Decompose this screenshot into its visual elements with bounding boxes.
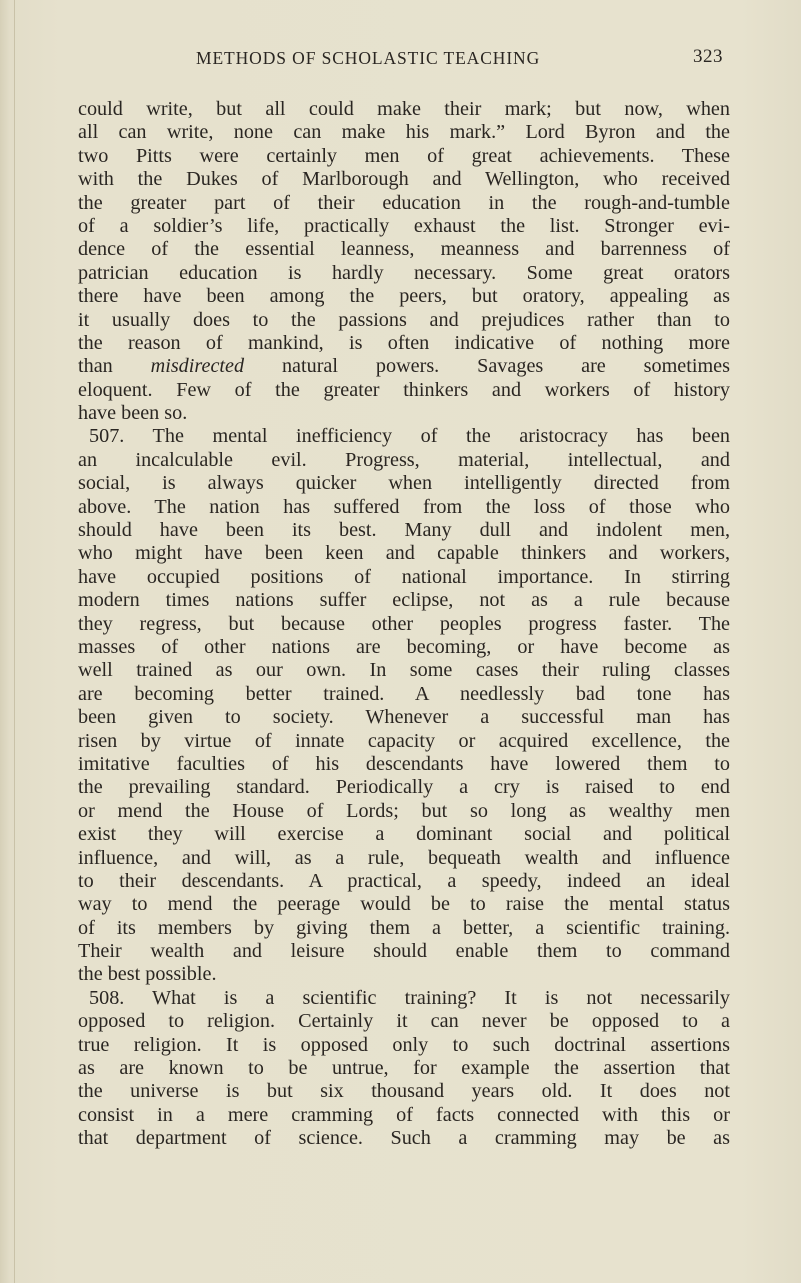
text-line: above. The nation has suffered from the loss of those who	[78, 495, 730, 518]
text-line: exist they will exercise a dominant social and political	[78, 823, 730, 846]
text-line: way to mend the peerage would be to raise the mental status	[78, 893, 730, 916]
text-line: consist in a mere cramming of facts connected with this or	[78, 1103, 730, 1126]
text-line: as are known to be untrue, for example the assertion that	[78, 1057, 730, 1080]
text-line: that department of science. Such a cramming may be as	[78, 1127, 730, 1150]
text-line: of its members by giving them a better, a scientific training.	[78, 916, 730, 939]
text-line: the prevailing standard. Periodically a cry is raised to end	[78, 776, 730, 799]
page-number: 323	[693, 46, 723, 67]
page-gutter-edge	[14, 0, 15, 1283]
text-line: with the Dukes of Marlborough and Wellington, who received	[78, 168, 730, 191]
text-line: the greater part of their education in the rough-and-tumble	[78, 191, 730, 214]
text-line: true religion. It is opposed only to such doctrinal assertions	[78, 1033, 730, 1056]
text-line: risen by virtue of innate capacity or acquired excellence, the	[78, 729, 730, 752]
text-line: the reason of mankind, is often indicative of nothing more	[78, 331, 730, 354]
text-line: or mend the House of Lords; but so long as wealthy men	[78, 799, 730, 822]
text-line: Their wealth and leisure should enable them to command	[78, 940, 730, 963]
text-line: masses of other nations are becoming, or have become as	[78, 635, 730, 658]
text-line: have occupied positions of national importance. In stirring	[78, 565, 730, 588]
text-line: eloquent. Few of the greater thinkers and workers of history	[78, 378, 730, 401]
text-line: have been so.	[78, 402, 188, 425]
text-line: dence of the essential leanness, meanness and barrenness of	[78, 238, 730, 261]
text-line: the universe is but six thousand years old. It does not	[78, 1080, 730, 1103]
text-line: patrician education is hardly necessary. Some great orators	[78, 261, 730, 284]
text-line: who might have been keen and capable thinkers and workers,	[78, 542, 730, 565]
text-line: there have been among the peers, but oratory, appealing as	[78, 285, 730, 308]
text-line: 507. The mental inefficiency of the aristocracy has been	[89, 425, 730, 448]
running-header: METHODS OF SCHOLASTIC TEACHING	[196, 48, 541, 68]
text-line: social, is always quicker when intelligently directed from	[78, 472, 730, 495]
text-segment: than	[78, 355, 151, 378]
text-line: two Pitts were certainly men of great achievements. These	[78, 144, 730, 167]
text-line: influence, and will, as a rule, bequeath wealth and influence	[78, 846, 730, 869]
text-line: the best possible.	[78, 963, 217, 986]
text-line: 508. What is a scientific training? It is not necessarily	[89, 986, 730, 1009]
text-segment: natural powers. Savages are sometimes	[244, 355, 730, 378]
text-line: it usually does to the passions and prejudices rather than to	[78, 308, 730, 331]
text-line: been given to society. Whenever a successful man has	[78, 706, 730, 729]
text-line: well trained as our own. In some cases their ruling classes	[78, 659, 730, 682]
text-line: all can write, none can make his mark.” Lord Byron and the	[78, 121, 730, 144]
text-line: opposed to religion. Certainly it can never be opposed to a	[78, 1010, 730, 1033]
text-line: modern times nations suffer eclipse, not as a rule because	[78, 589, 730, 612]
text-line: are becoming better trained. A needlessly bad tone has	[78, 682, 730, 705]
text-line: could write, but all could make their mark; but now, when	[78, 98, 730, 120]
body-text	[78, 98, 730, 1151]
text-line	[78, 355, 730, 378]
text-line: to their descendants. A practical, a speedy, indeed an ideal	[78, 869, 730, 892]
text-line: imitative faculties of his descendants have lowered them to	[78, 752, 730, 775]
text-line: of a soldier’s life, practically exhaust the list. Stronger evi-	[78, 214, 730, 237]
text-line: they regress, but because other peoples progress faster. The	[78, 612, 730, 635]
emphasized-word: misdirected	[150, 355, 245, 378]
text-line: an incalculable evil. Progress, material, intellectual, and	[78, 448, 730, 471]
text-line: should have been its best. Many dull and indolent men,	[78, 519, 730, 542]
